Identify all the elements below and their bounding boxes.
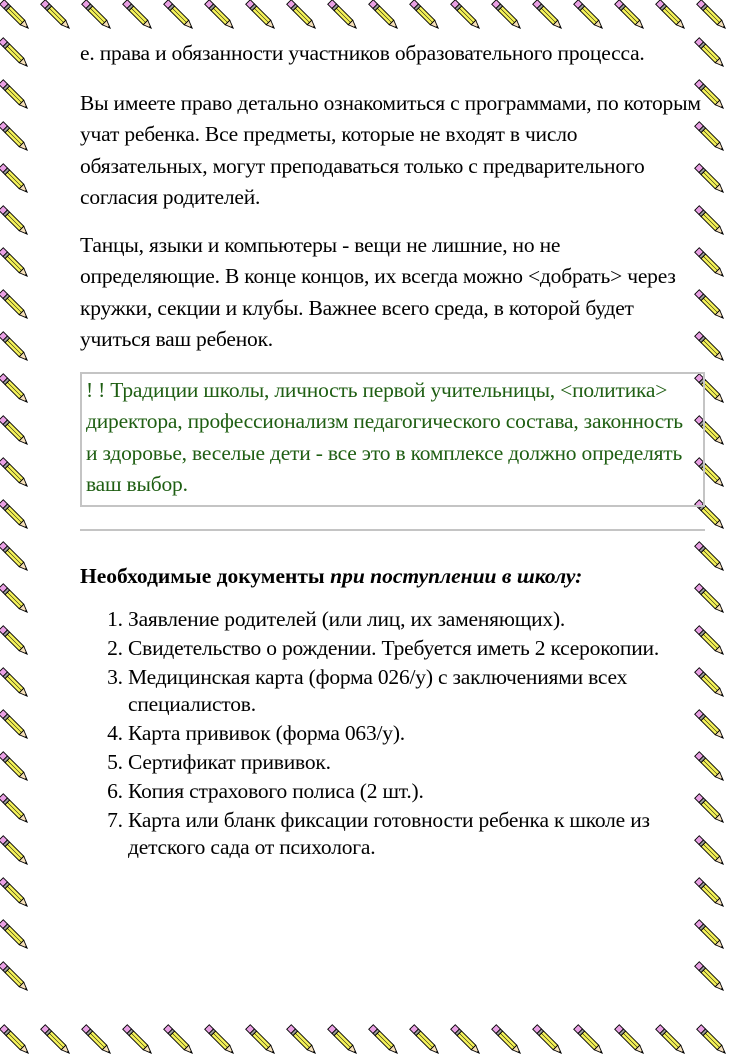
pencil-icon: [695, 962, 726, 993]
pencil-icon: [492, 1025, 523, 1055]
pencil-icon: [0, 542, 29, 573]
pencil-icon: [410, 0, 441, 30]
pencil-icon: [0, 332, 29, 363]
pencil-icon: [695, 878, 726, 909]
list-item: 2. Свидетельство о рождении. Требуется иметь 2 ксерокопии.: [128, 635, 705, 662]
pencil-icon: [656, 1025, 687, 1055]
pencil-icon: [0, 164, 29, 195]
pencil-icon: [164, 1025, 195, 1055]
pencil-icon: [0, 80, 29, 111]
pencil-icon: [615, 0, 646, 30]
pencil-icon: [0, 122, 29, 153]
pencil-icon: [451, 1025, 482, 1055]
pencil-icon: [0, 920, 29, 951]
pencil-icon: [0, 374, 29, 405]
pencil-icon: [41, 0, 72, 30]
pencil-icon: [0, 416, 29, 447]
pencil-icon: [0, 962, 29, 993]
paragraph-programs: Вы имеете право детально ознакомиться с программами, по которым учат ребенка. Все предметы, которые не входят в число обязательных, могут преподаваться только с предварительного согласия родителей.: [80, 90, 701, 209]
pencil-icon: [695, 920, 726, 951]
pencil-icon: [164, 0, 195, 30]
pencil-icon: [0, 836, 29, 867]
pencil-icon: [656, 0, 687, 30]
pencil-icon: [533, 0, 564, 30]
list-item: 6. Копия страхового полиса (2 шт.).: [128, 778, 705, 805]
pencil-icon: [0, 584, 29, 615]
pencil-icon: [0, 500, 29, 531]
document-body: [80, 38, 705, 863]
pencil-icon: [0, 878, 29, 909]
pencil-icon: [0, 458, 29, 489]
pencil-icon: [246, 0, 277, 30]
list-item: 3. Медицинская карта (форма 026/у) с заключениями всех специалистов.: [128, 664, 705, 718]
pencil-icon: [0, 38, 29, 69]
pencil-icon: [574, 1025, 605, 1055]
pencil-icon: [697, 1025, 728, 1055]
pencil-icon: [369, 1025, 400, 1055]
pencil-icon: [615, 1025, 646, 1055]
pencil-icon: [205, 0, 236, 30]
pencil-icon: [369, 0, 400, 30]
pencil-icon: [0, 710, 29, 741]
pencil-icon: [533, 1025, 564, 1055]
list-item: 1. Заявление родителей (или лиц, их заменяющих).: [128, 606, 705, 633]
pencil-icon: [287, 1025, 318, 1055]
pencil-icon: [123, 1025, 154, 1055]
pencil-icon: [205, 1025, 236, 1055]
pencil-icon: [0, 1025, 30, 1055]
pencil-icon: [287, 0, 318, 30]
pencil-icon: [0, 248, 29, 279]
list-item: 5. Сертификат прививок.: [128, 749, 705, 776]
pencil-icon: [697, 0, 728, 30]
pencil-icon: [328, 1025, 359, 1055]
pencil-icon: [410, 1025, 441, 1055]
list-item: 4. Карта прививок (форма 063/у).: [128, 720, 705, 747]
pencil-icon: [451, 0, 482, 30]
documents-heading: [80, 561, 705, 593]
pencil-icon: [123, 0, 154, 30]
pencil-icon: [0, 752, 29, 783]
paragraph-environment: Танцы, языки и компьютеры - вещи не лишние, но не определяющие. В конце концов, их всегда можно <добрать> через кружки, секции и клубы. Важнее всего среда, в которой будет учиться ваш ребенок.: [80, 232, 676, 351]
pencil-icon: [246, 1025, 277, 1055]
pencil-icon: [492, 0, 523, 30]
pencil-icon: [82, 1025, 113, 1055]
list-item: 7. Карта или бланк фиксации готовности ребенка к школе из детского сада от психолога.: [128, 807, 705, 861]
documents-heading-bold: Необходимые документы: [80, 563, 331, 588]
pencil-icon: [0, 626, 29, 657]
documents-list: [80, 606, 705, 861]
pencil-icon: [0, 206, 29, 237]
pencil-icon: [0, 290, 29, 321]
pencil-icon: [0, 794, 29, 825]
horizontal-divider: [80, 529, 705, 531]
pencil-icon: [0, 0, 30, 30]
pencil-icon: [574, 0, 605, 30]
callout-box: ! ! Традиции школы, личность первой учительницы, <политика> директора, профессионализм педагогического состава, законность и здоровье, веселые дети - все это в комплексе должно определять ваш выбор.: [80, 372, 705, 507]
paragraph-rights: е. права и обязанности участников образовательного процесса.: [80, 41, 645, 65]
pencil-icon: [328, 0, 359, 30]
pencil-icon: [0, 668, 29, 699]
documents-heading-italic: при поступлении в школу:: [330, 563, 583, 588]
pencil-icon: [82, 0, 113, 30]
pencil-icon: [41, 1025, 72, 1055]
